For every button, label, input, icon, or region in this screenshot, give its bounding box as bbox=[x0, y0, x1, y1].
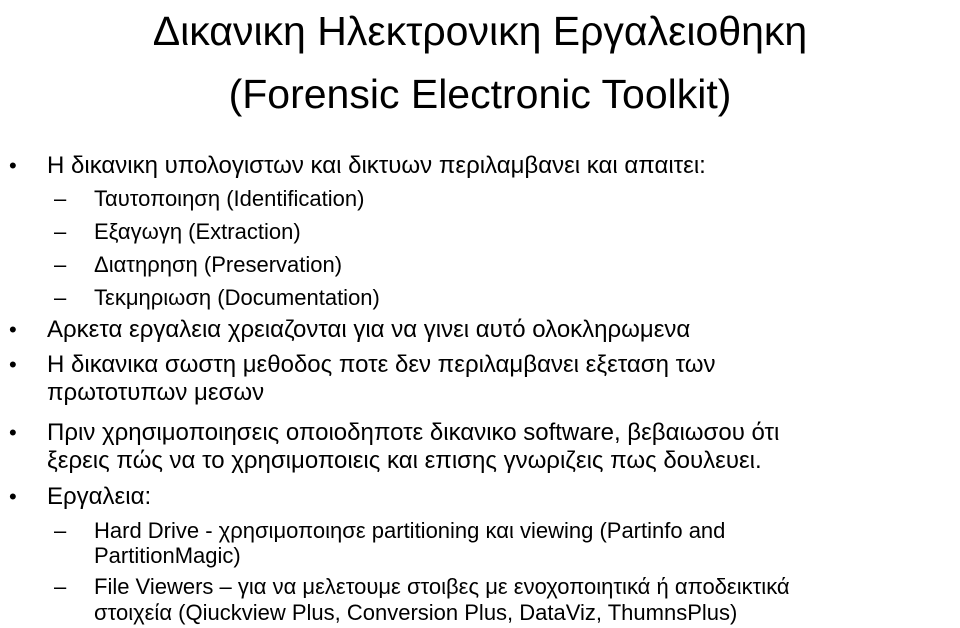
bullet-continuation: πρωτοτυπων μεσων bbox=[47, 379, 265, 406]
bullet-item bbox=[9, 418, 780, 447]
sub-item bbox=[54, 218, 301, 245]
bullet-marker: • bbox=[9, 153, 17, 178]
bullet-text: Η δικανικη υπολογιστων και δικτυων περιλαμβανει και απαιτει: bbox=[47, 152, 706, 179]
sub-item bbox=[54, 251, 343, 278]
dash-marker: – bbox=[54, 285, 67, 310]
sub-text: Ταυτοποιηση (Identification) bbox=[94, 186, 365, 211]
sub-text: Εξαγωγη (Extraction) bbox=[94, 219, 301, 244]
sub-continuation: PartitionMagic) bbox=[94, 543, 241, 568]
bullet-marker: • bbox=[9, 317, 17, 342]
bullet-text: Αρκετα εργαλεια χρειαζονται για να γινει αυτό ολοκληρωμενα bbox=[47, 316, 691, 343]
bullet-text: Πριν χρησιμοποιησεις οποιοδηποτε δικανικο software, βεβαιωσου ότι bbox=[47, 419, 780, 446]
slide-title bbox=[0, 0, 960, 126]
bullet-item bbox=[9, 315, 691, 344]
sub-text: Τεκμηριωση (Documentation) bbox=[94, 285, 380, 310]
sub-text: File Viewers – για να μελετουμε στοιβες με ενοχοποιητικά ή αποδεικτικά bbox=[94, 574, 790, 599]
sub-item bbox=[54, 284, 380, 311]
dash-marker: – bbox=[54, 219, 67, 244]
dash-marker: – bbox=[54, 186, 67, 211]
sub-continuation: στοιχεία (Qiuckview Plus, Conversion Plus, DataViz, ThumnsPlus) bbox=[94, 600, 738, 625]
sub-text: Hard Drive - χρησιμοποιησε partitioning και viewing (Partinfo and bbox=[94, 518, 726, 543]
bullet-item bbox=[9, 350, 716, 379]
bullet-marker: • bbox=[9, 484, 17, 509]
sub-item bbox=[54, 573, 790, 600]
dash-marker: – bbox=[54, 252, 67, 277]
dash-marker: – bbox=[54, 518, 67, 543]
title-line-1: Δικανικη Ηλεκτρονικη Εργαλειοθηκη bbox=[152, 8, 808, 54]
bullet-item bbox=[9, 151, 706, 180]
sub-item bbox=[54, 185, 365, 212]
bullet-item bbox=[9, 482, 152, 511]
bullet-continuation: ξερεις πώς να το χρησιμοποιεις και επισης γνωριζεις πως δουλευει. bbox=[47, 447, 762, 474]
dash-marker: – bbox=[54, 574, 67, 599]
bullet-marker: • bbox=[9, 352, 17, 377]
sub-text: Διατηρηση (Preservation) bbox=[94, 252, 343, 277]
bullet-text: Η δικανικα σωστη μεθοδος ποτε δεν περιλαμβανει εξεταση των bbox=[47, 351, 716, 378]
bullet-marker: • bbox=[9, 420, 17, 445]
title-line-2: (Forensic Electronic Toolkit) bbox=[228, 71, 732, 117]
sub-item bbox=[54, 517, 726, 544]
bullet-text: Εργαλεια: bbox=[47, 483, 152, 510]
